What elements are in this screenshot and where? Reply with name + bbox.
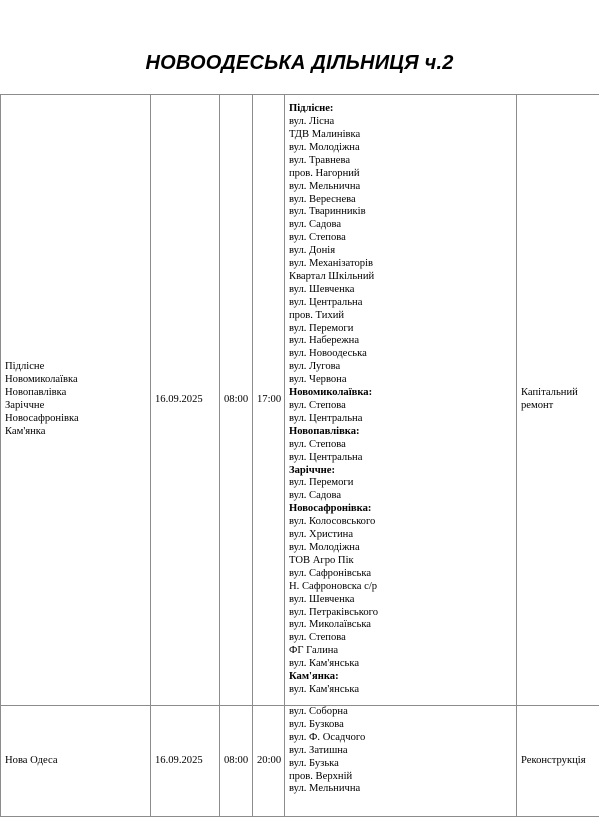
street-item: вул. Молодіжна bbox=[289, 542, 512, 555]
work-type: Реконструкція bbox=[521, 755, 595, 768]
street-item: вул. Христина bbox=[289, 529, 512, 542]
street-item: пров. Верхній bbox=[289, 771, 512, 784]
settlement-header: Кам'янка: bbox=[289, 671, 512, 684]
street-item: вул. Тваринників bbox=[289, 206, 512, 219]
street-item: пров. Нагорний bbox=[289, 168, 512, 181]
street-item: ТОВ Агро Пік bbox=[289, 555, 512, 568]
street-item: вул. Перемоги bbox=[289, 323, 512, 336]
table-row bbox=[1, 95, 599, 706]
street-item: Квартал Шкільний bbox=[289, 271, 512, 284]
street-item: вул. Мельнична bbox=[289, 181, 512, 194]
street-item: вул. Степова bbox=[289, 232, 512, 245]
settlement-header: Заріччне: bbox=[289, 465, 512, 478]
street-item: ТДВ Малинівка bbox=[289, 129, 512, 142]
street-item: вул. Бузька bbox=[289, 758, 512, 771]
street-item: вул. Механізаторів bbox=[289, 258, 512, 271]
start-time: 08:00 bbox=[224, 755, 248, 768]
street-item: вул. Степова bbox=[289, 400, 512, 413]
street-item: вул. Шевченка bbox=[289, 284, 512, 297]
street-item: вул. Лугова bbox=[289, 361, 512, 374]
street-item: вул. Садова bbox=[289, 490, 512, 503]
street-item: вул. Центральна bbox=[289, 452, 512, 465]
street-item: вул. Молодіжна bbox=[289, 142, 512, 155]
street-item: вул. Центральна bbox=[289, 297, 512, 310]
street-item: вул. Лісна bbox=[289, 116, 512, 129]
end-time: 20:00 bbox=[257, 755, 280, 768]
street-item: вул. Центральна bbox=[289, 413, 512, 426]
street-item: вул. Колосовського bbox=[289, 516, 512, 529]
street-item: вул. Кам'янська bbox=[289, 684, 512, 697]
outage-date: 16.09.2025 bbox=[155, 394, 215, 407]
streets-cell bbox=[285, 95, 517, 706]
outage-schedule-table bbox=[0, 94, 599, 817]
end-time: 17:00 bbox=[257, 394, 280, 407]
settlement-name: Заріччне bbox=[5, 400, 146, 413]
street-item: вул. Донія bbox=[289, 245, 512, 258]
settlement-name: Кам'янка bbox=[5, 426, 146, 439]
start-time: 08:00 bbox=[224, 394, 248, 407]
street-item: вул. Травнева bbox=[289, 155, 512, 168]
start-time-cell bbox=[220, 95, 253, 706]
street-item: вул. Бузкова bbox=[289, 719, 512, 732]
date-cell bbox=[151, 95, 220, 706]
street-item: вул. Шевченка bbox=[289, 594, 512, 607]
street-item: вул. Петраківського bbox=[289, 607, 512, 620]
settlement-name: Підлісне bbox=[5, 361, 146, 374]
settlement-header: Новосафронівка: bbox=[289, 503, 512, 516]
street-item: вул. Соборна bbox=[289, 706, 512, 719]
street-item: вул. Новоодеська bbox=[289, 348, 512, 361]
settlement-name: Нова Одеса bbox=[5, 755, 146, 768]
street-item: вул. Набережна bbox=[289, 335, 512, 348]
street-item: вул. Степова bbox=[289, 632, 512, 645]
settlement-header: Новопавлівка: bbox=[289, 426, 512, 439]
street-item: пров. Тихий bbox=[289, 310, 512, 323]
settlement-name: Новосафронівка bbox=[5, 413, 146, 426]
street-item: вул. Мельнична bbox=[289, 783, 512, 796]
page-title: НОВООДЕСЬКА ДІЛЬНИЦЯ ч.2 bbox=[0, 52, 599, 75]
settlement-name: Новомиколаївка bbox=[5, 374, 146, 387]
street-item: вул. Перемоги bbox=[289, 477, 512, 490]
street-item: Н. Сафроновска с/р bbox=[289, 581, 512, 594]
street-item: вул. Вереснева bbox=[289, 194, 512, 207]
end-time-cell bbox=[253, 95, 285, 706]
street-item: вул. Кам'янська bbox=[289, 658, 512, 671]
street-item: вул. Садова bbox=[289, 219, 512, 232]
street-item: вул. Сафронівська bbox=[289, 568, 512, 581]
settlement-header: Новомиколаївка: bbox=[289, 387, 512, 400]
work-type-cell bbox=[517, 95, 599, 706]
settlement-name: Новопавлівка bbox=[5, 387, 146, 400]
work-type: ремонт bbox=[521, 400, 595, 413]
street-item: вул. Червона bbox=[289, 374, 512, 387]
outage-date: 16.09.2025 bbox=[155, 755, 215, 768]
work-type: Капітальний bbox=[521, 387, 595, 400]
street-item: вул. Ф. Осадчого bbox=[289, 732, 512, 745]
street-item: вул. Степова bbox=[289, 439, 512, 452]
settlements-cell bbox=[1, 95, 151, 706]
street-item: ФГ Галина bbox=[289, 645, 512, 658]
street-item: вул. Затишна bbox=[289, 745, 512, 758]
street-item: вул. Миколаївська bbox=[289, 619, 512, 632]
settlement-header: Підлісне: bbox=[289, 103, 512, 116]
